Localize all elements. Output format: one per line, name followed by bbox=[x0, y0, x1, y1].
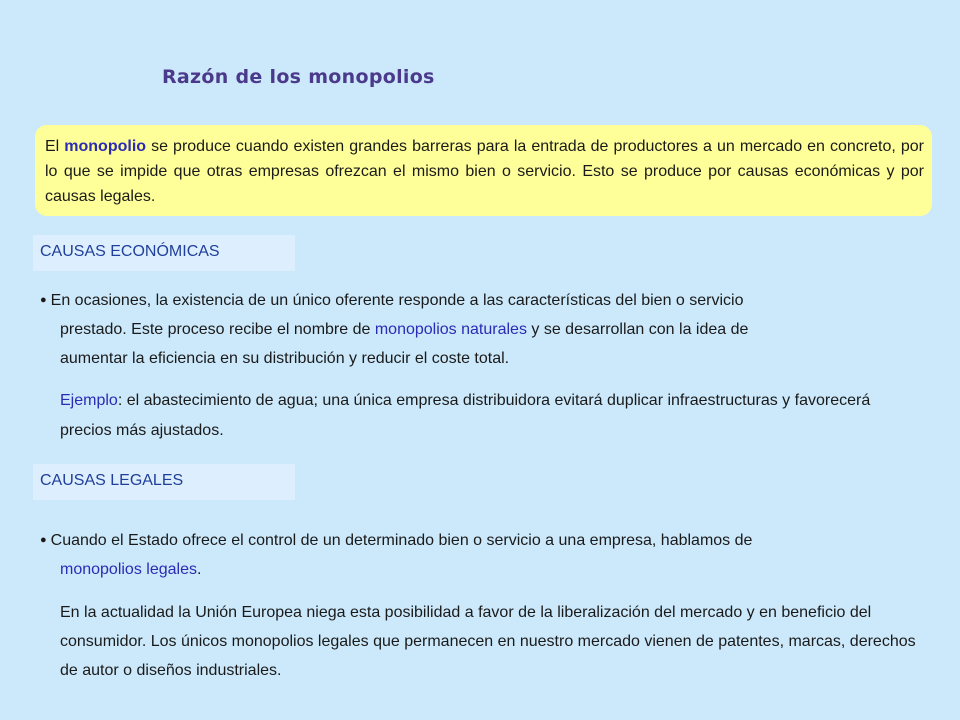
legal-bullet-paragraph bbox=[40, 526, 920, 584]
intro-prefix: El bbox=[45, 138, 65, 155]
economic-bullet-paragraph bbox=[40, 286, 920, 373]
legal-term: monopolios legales bbox=[60, 561, 197, 578]
legal-paragraph: En la actualidad la Unión Europea niega esta posibilidad a favor de la liberalización del mercado y en beneficio del consumidor. Los únicos monopolios legales que permanecen en nuestro mercado vienen de patentes, marcas, derechos de autor o diseños industriales. bbox=[60, 604, 916, 679]
economic-term: monopolios naturales bbox=[374, 321, 527, 338]
example-text: : el abastecimiento de agua; una única empresa distribuidora evitará duplicar infraestructuras y favorecerá precios más ajustados. bbox=[60, 392, 871, 439]
legal-line2-suffix: . bbox=[196, 561, 202, 578]
intro-box bbox=[35, 125, 932, 216]
economic-line2-prefix: prestado. Este proceso recibe el nombre de bbox=[60, 321, 375, 338]
bullet-icon: ● bbox=[40, 294, 47, 306]
economic-line2 bbox=[40, 315, 920, 344]
legal-causes-header: CAUSAS LEGALES bbox=[33, 464, 295, 500]
page-title: Razón de los monopolios bbox=[162, 66, 435, 88]
economic-line1: En ocasiones, la existencia de un único oferente responde a las características del bien o servicio bbox=[50, 292, 744, 309]
bullet-icon: ● bbox=[40, 534, 47, 546]
example-label: Ejemplo bbox=[60, 392, 118, 409]
economic-example bbox=[60, 386, 920, 446]
economic-line2-suffix: y se desarrollan con la idea de bbox=[526, 321, 749, 338]
legal-line1: Cuando el Estado ofrece el control de un determinado bien o servicio a una empresa, hablamos de bbox=[50, 532, 753, 549]
intro-text: se produce cuando existen grandes barreras para la entrada de productores a un mercado en concreto, por lo que se impide que otras empresas ofrezcan el mismo bien o servicio. Esto se produce por causas económicas y por causas legales. bbox=[45, 138, 924, 205]
legal-line2 bbox=[40, 555, 920, 584]
economic-causes-header: CAUSAS ECONÓMICAS bbox=[33, 235, 295, 271]
intro-term: monopolio bbox=[64, 138, 147, 155]
economic-line3: aumentar la eficiencia en su distribución y reducir el coste total. bbox=[60, 350, 510, 367]
